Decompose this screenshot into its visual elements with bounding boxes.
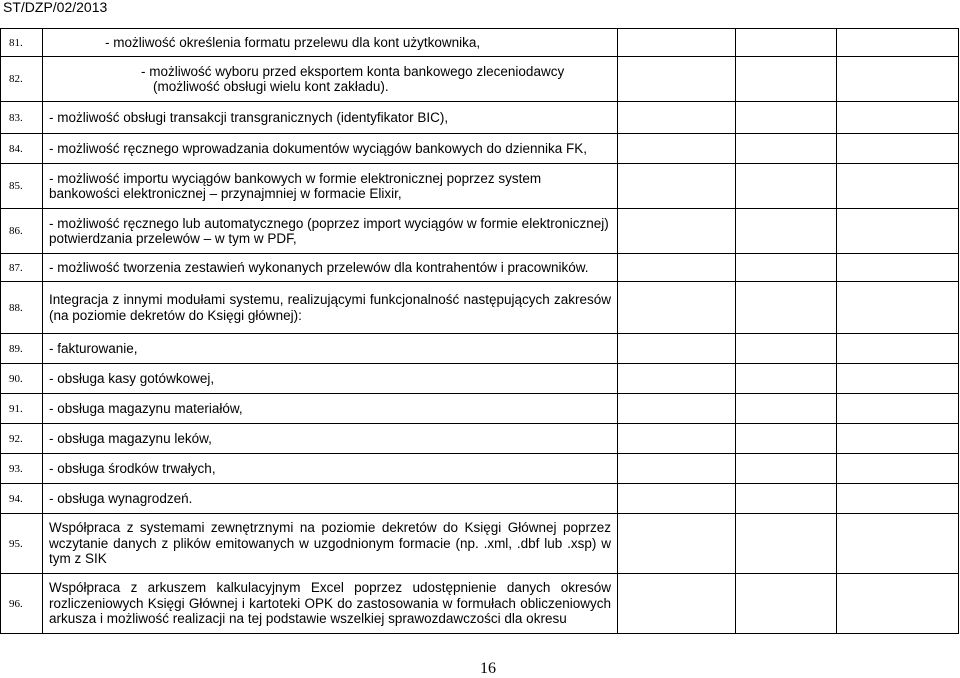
table-row — [1, 394, 959, 424]
row-text: - możliwość tworzenia zestawień wykonanych przelewów dla kontrahentów i pracowników. — [43, 254, 618, 282]
table-row — [1, 209, 959, 254]
row-number: 95. — [1, 514, 43, 574]
empty-cell — [736, 102, 837, 134]
row-number: 83. — [1, 102, 43, 134]
empty-cell — [736, 209, 837, 254]
empty-cell — [736, 164, 837, 209]
page-number: 16 — [480, 660, 496, 677]
table-row — [1, 514, 959, 574]
empty-cell — [736, 514, 837, 574]
empty-cell — [837, 209, 959, 254]
row-number: 89. — [1, 334, 43, 364]
empty-cell — [837, 334, 959, 364]
empty-cell — [736, 394, 837, 424]
table-row — [1, 134, 959, 164]
document-id: ST/DZP/02/2013 — [3, 0, 108, 15]
empty-cell — [837, 282, 959, 334]
row-number: 91. — [1, 394, 43, 424]
table-row — [1, 484, 959, 514]
row-number: 85. — [1, 164, 43, 209]
empty-cell — [618, 334, 736, 364]
empty-cell — [837, 254, 959, 282]
empty-cell — [618, 394, 736, 424]
table-row — [1, 454, 959, 484]
empty-cell — [618, 484, 736, 514]
empty-cell — [837, 134, 959, 164]
table-row — [1, 574, 959, 634]
table-row — [1, 57, 959, 102]
row-text: - obsługa magazynu leków, — [43, 424, 618, 454]
row-number: 94. — [1, 484, 43, 514]
empty-cell — [837, 29, 959, 57]
table-row — [1, 334, 959, 364]
row-text: - obsługa kasy gotówkowej, — [43, 364, 618, 394]
empty-cell — [736, 254, 837, 282]
empty-cell — [736, 424, 837, 454]
empty-cell — [837, 514, 959, 574]
empty-cell — [618, 254, 736, 282]
empty-cell — [618, 364, 736, 394]
row-text: - obsługa magazynu materiałów, — [43, 394, 618, 424]
table-row — [1, 424, 959, 454]
empty-cell — [736, 57, 837, 102]
empty-cell — [736, 29, 837, 57]
row-number: 81. — [1, 29, 43, 57]
empty-cell — [736, 364, 837, 394]
row-text: Współpraca z systemami zewnętrznymi na poziomie dekretów do Księgi Głównej poprzez wczytanie danych z plików emitowanych w uzgodnionym formacie (np. .xml, .dbf lub .xsp) w tym z SIK — [43, 514, 618, 574]
row-text: - obsługa środków trwałych, — [43, 454, 618, 484]
row-text: - możliwość wyboru przed eksportem konta bankowego zleceniodawcy (możliwość obsługi wielu kont zakładu). — [43, 57, 618, 102]
table-row — [1, 282, 959, 334]
row-text: - możliwość określenia formatu przelewu dla kont użytkownika, — [43, 29, 618, 57]
row-text: Integracja z innymi modułami systemu, realizującymi funkcjonalność następujących zakresów (na poziomie dekretów do Księgi głównej): — [43, 282, 618, 334]
empty-cell — [837, 484, 959, 514]
empty-cell — [837, 364, 959, 394]
row-text: Współpraca z arkuszem kalkulacyjnym Excel poprzez udostępnienie danych okresów rozliczeniowych Księgi Głównej i kartoteki OPK do zastosowania w formułach obliczeniowych arkusza i możliwość realizacji na tej podstawie wszelkiej sprawozdawczości dla okresu — [43, 574, 618, 634]
empty-cell — [837, 57, 959, 102]
empty-cell — [837, 424, 959, 454]
table-row — [1, 102, 959, 134]
empty-cell — [736, 454, 837, 484]
empty-cell — [618, 454, 736, 484]
empty-cell — [837, 574, 959, 634]
empty-cell — [618, 574, 736, 634]
row-number: 84. — [1, 134, 43, 164]
row-text: - możliwość ręcznego wprowadzania dokumentów wyciągów bankowych do dziennika FK, — [43, 134, 618, 164]
empty-cell — [736, 484, 837, 514]
row-text: - obsługa wynagrodzeń. — [43, 484, 618, 514]
empty-cell — [618, 282, 736, 334]
table-row — [1, 164, 959, 209]
row-text: - możliwość obsługi transakcji transgranicznych (identyfikator BIC), — [43, 102, 618, 134]
empty-cell — [618, 514, 736, 574]
empty-cell — [618, 164, 736, 209]
empty-cell — [837, 454, 959, 484]
row-number: 82. — [1, 57, 43, 102]
empty-cell — [736, 574, 837, 634]
table-row — [1, 254, 959, 282]
row-text: - fakturowanie, — [43, 334, 618, 364]
row-text: - możliwość ręcznego lub automatycznego (poprzez import wyciągów w formie elektronicznej) potwierdzania przelewów – w tym w PDF, — [43, 209, 618, 254]
empty-cell — [837, 102, 959, 134]
empty-cell — [736, 134, 837, 164]
empty-cell — [618, 102, 736, 134]
row-number: 86. — [1, 209, 43, 254]
empty-cell — [736, 282, 837, 334]
empty-cell — [618, 209, 736, 254]
empty-cell — [618, 424, 736, 454]
row-number: 96. — [1, 574, 43, 634]
row-text: - możliwość importu wyciągów bankowych w formie elektronicznej poprzez system bankowości elektronicznej – przynajmniej w formacie Elixir, — [43, 164, 618, 209]
requirements-table — [0, 28, 959, 634]
empty-cell — [618, 29, 736, 57]
table-row — [1, 364, 959, 394]
empty-cell — [837, 164, 959, 209]
table-row — [1, 29, 959, 57]
row-number: 92. — [1, 424, 43, 454]
empty-cell — [618, 57, 736, 102]
empty-cell — [618, 134, 736, 164]
row-number: 88. — [1, 282, 43, 334]
empty-cell — [837, 394, 959, 424]
row-number: 93. — [1, 454, 43, 484]
row-number: 90. — [1, 364, 43, 394]
empty-cell — [736, 334, 837, 364]
row-number: 87. — [1, 254, 43, 282]
